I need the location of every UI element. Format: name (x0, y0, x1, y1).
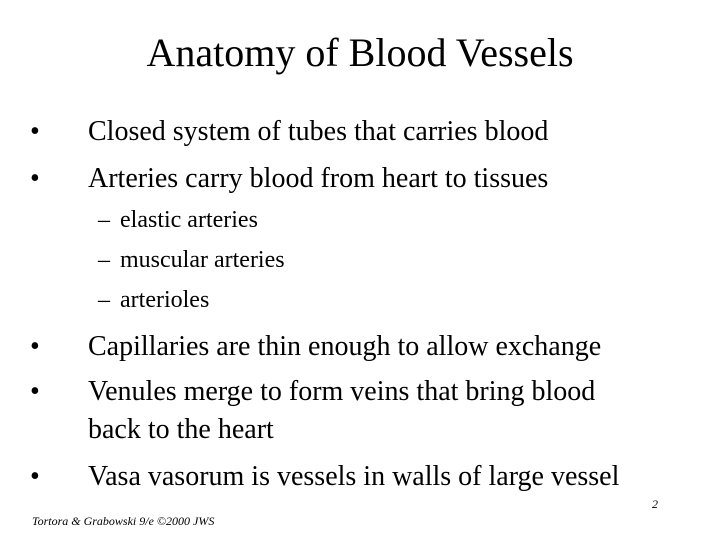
bullet-text: Vasa vasorum is vessels in walls of large vessel (88, 461, 620, 492)
page-number: 2 (652, 497, 658, 511)
sub-bullet-text: arterioles (120, 287, 210, 313)
sub-bullet-marker: – (98, 247, 110, 273)
footer-citation: Tortora & Grabowski 9/e ©2000 JWS (32, 514, 215, 528)
bullet-marker: • (30, 331, 40, 362)
slide-title: Anatomy of Blood Vessels (146, 30, 574, 75)
sub-bullet-text: elastic arteries (120, 207, 258, 233)
bullet-text: Closed system of tubes that carries blood (88, 116, 549, 147)
sub-bullet-marker: – (98, 207, 110, 233)
bullet-text: Venules merge to form veins that bring blood (88, 376, 596, 407)
bullet-text-continuation: back to the heart (88, 414, 274, 445)
sub-bullet-marker: – (98, 287, 110, 313)
bullet-marker: • (30, 461, 40, 492)
sub-bullet-text: muscular arteries (120, 247, 285, 273)
bullet-marker: • (30, 376, 40, 407)
bullet-text: Arteries carry blood from heart to tissues (88, 163, 549, 194)
bullet-marker: • (30, 163, 40, 194)
bullet-marker: • (30, 116, 40, 147)
bullet-text: Capillaries are thin enough to allow exchange (88, 331, 602, 362)
